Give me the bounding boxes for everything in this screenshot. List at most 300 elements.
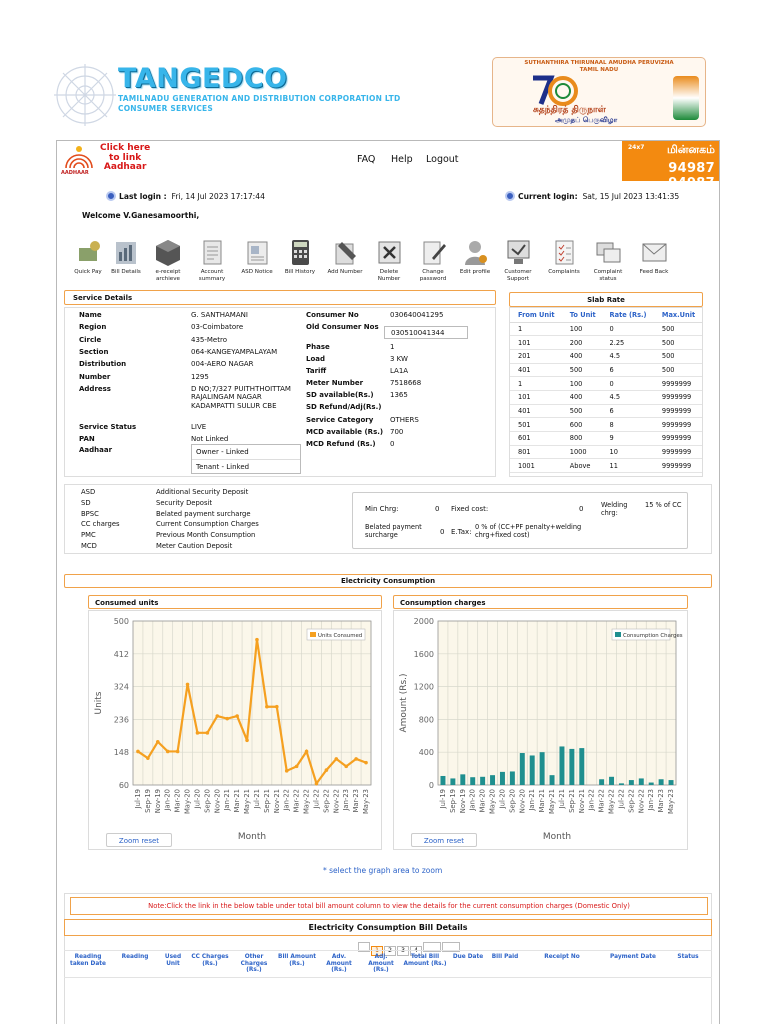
- service-row-value: 03-Coimbatore: [191, 323, 244, 332]
- status-windows-icon: [595, 238, 622, 267]
- y-tick-label: 324: [113, 682, 129, 692]
- x-tick-label: Jan-21: [223, 789, 232, 811]
- slab-rate-panel: [509, 307, 703, 477]
- min-chrg-value: 0: [435, 505, 440, 513]
- x-tick-label: Sep-22: [627, 789, 636, 813]
- data-bar[interactable]: [530, 755, 535, 785]
- data-point[interactable]: [295, 765, 299, 769]
- slab-row: [510, 390, 702, 404]
- abbreviation-row: [81, 541, 321, 552]
- menu-item[interactable]: [634, 238, 674, 276]
- data-point[interactable]: [325, 768, 329, 772]
- menu-item-label: Quick Pay: [74, 269, 102, 275]
- archive-box-icon: [155, 238, 182, 267]
- data-point[interactable]: [344, 765, 348, 769]
- slab-row: [510, 336, 702, 350]
- menu-item-label: ASD Notice: [241, 269, 273, 275]
- page-button[interactable]: 1: [371, 946, 383, 956]
- bill-column-header: Adj. Amount (Rs.): [368, 954, 394, 974]
- service-row-value: 030640041295: [390, 311, 444, 319]
- data-bar[interactable]: [520, 753, 525, 785]
- menu-item[interactable]: [588, 238, 628, 282]
- y-tick-label: 2000: [413, 617, 434, 626]
- slab-row: [510, 404, 702, 418]
- consumption-charges-chart[interactable]: [394, 611, 687, 849]
- slab-cell: 6: [602, 404, 654, 418]
- helpline-label: 24x7: [628, 144, 645, 151]
- x-tick-label: Jan-22: [587, 789, 596, 811]
- x-tick-label: May-23: [362, 789, 371, 815]
- jubilee-tamil-line1: சுதந்திரத் திருநாள்: [533, 105, 606, 115]
- current-login-label: Current login:: [518, 192, 578, 201]
- service-details-title: Service Details: [73, 294, 133, 302]
- bill-column-header: Status: [677, 954, 699, 960]
- menu-item-label: e-receipt archieve: [155, 269, 181, 282]
- x-tick-label: Nov-19: [458, 789, 467, 814]
- slab-cell: 801: [510, 445, 562, 459]
- clock-icon: [505, 191, 515, 201]
- service-row-label: Address: [79, 384, 111, 393]
- x-tick-label: Jul-19: [438, 789, 447, 809]
- x-tick-label: Jul-20: [498, 789, 507, 809]
- units-consumed-chart[interactable]: [89, 611, 381, 849]
- last-login: [106, 191, 265, 201]
- slab-cell: 600: [562, 418, 602, 432]
- aadhaar-divider: [192, 459, 300, 460]
- slab-cell: 200: [562, 336, 602, 350]
- service-row-label: SD Refund/Adj(Rs.): [306, 403, 382, 411]
- x-tick-label: Mar-23: [352, 789, 361, 813]
- brand-block: [118, 64, 400, 114]
- data-bar[interactable]: [470, 777, 475, 785]
- slab-cell: 9999999: [654, 418, 702, 432]
- service-row-label: Section: [79, 347, 109, 356]
- x-tick-label: Mar-23: [657, 789, 666, 813]
- jubilee-tamil-line2: அமுதப் பெருவிழா: [555, 116, 618, 124]
- menu-item[interactable]: [280, 238, 320, 276]
- abbreviation-description: Current Consumption Charges: [156, 520, 259, 529]
- slab-cell: 1: [510, 322, 562, 336]
- slab-cell: 9999999: [654, 390, 702, 404]
- slab-row: [510, 363, 702, 377]
- bill-note: Note:Click the link in the below table under total bill amount column to view the details for the current consumption charges (Domestic Only): [70, 897, 708, 915]
- data-point[interactable]: [196, 731, 200, 735]
- data-bar[interactable]: [460, 774, 465, 785]
- data-point[interactable]: [334, 757, 338, 761]
- service-row-label: Circle: [79, 335, 102, 344]
- x-tick-label: Sep-20: [203, 789, 212, 813]
- service-row-value: 1295: [191, 372, 209, 381]
- aadhaar-logo-text: AADHAAR: [61, 170, 89, 176]
- link-aadhaar-line2: to link: [109, 152, 142, 163]
- abbreviation-term: BPSC: [81, 509, 99, 518]
- menu-item[interactable]: [68, 238, 108, 276]
- data-bar[interactable]: [659, 779, 664, 785]
- menu-item[interactable]: [106, 238, 146, 276]
- slab-cell: 1000: [562, 445, 602, 459]
- x-tick-label: Sep-21: [262, 789, 271, 813]
- support-icon: [505, 238, 532, 267]
- helpline-tamil-title: மின்னகம்: [666, 143, 715, 156]
- x-tick-label: Mar-22: [597, 789, 606, 813]
- data-point[interactable]: [364, 761, 368, 765]
- menu-item[interactable]: [413, 238, 453, 282]
- service-row-value: 1: [390, 343, 395, 351]
- slab-cell: 501: [510, 418, 562, 432]
- x-tick-label: Jul-21: [252, 789, 261, 809]
- welcome-message: Welcome V.Ganesamoorthi,: [82, 211, 200, 220]
- slab-cell: 201: [510, 349, 562, 363]
- service-row-label: Meter Number: [306, 379, 364, 387]
- service-row-label: SD available(Rs.): [306, 391, 374, 399]
- abbreviation-term: PMC: [81, 531, 96, 540]
- x-tick-label: Jul-19: [133, 789, 142, 809]
- y-tick-label: 412: [113, 649, 129, 659]
- x-tick-label: May-20: [183, 789, 192, 815]
- x-tick-label: Nov-22: [637, 789, 646, 814]
- data-bar[interactable]: [490, 775, 495, 785]
- bill-table: [64, 953, 712, 975]
- slab-cell: 0: [602, 322, 654, 336]
- legend-swatch: [310, 632, 316, 637]
- abbreviation-row: [81, 487, 321, 498]
- aadhaar-status-box: [191, 444, 301, 474]
- x-tick-label: Sep-19: [143, 789, 152, 813]
- slab-cell: 10: [602, 445, 654, 459]
- service-row-label: Number: [79, 372, 111, 381]
- slab-cell: 500: [654, 336, 702, 350]
- x-tick-label: Jul-22: [312, 789, 321, 809]
- abbreviation-description: Previous Month Consumption: [156, 531, 256, 540]
- logout-link[interactable]: Logout: [426, 154, 459, 165]
- slab-cell: Above: [562, 459, 602, 473]
- units-chart-header: [88, 595, 382, 609]
- data-point[interactable]: [215, 714, 219, 718]
- bill-column-header: Used Unit: [164, 954, 182, 967]
- mail-icon: [641, 238, 668, 267]
- slab-cell: 500: [654, 322, 702, 336]
- welding-label: Welding chrg:: [601, 501, 628, 517]
- y-tick-label: 60: [118, 781, 129, 790]
- charges-zoom-reset-button[interactable]: Zoom reset: [411, 833, 477, 847]
- x-tick-label: Nov-22: [332, 789, 341, 814]
- data-bar[interactable]: [510, 771, 515, 785]
- slab-cell: 401: [510, 404, 562, 418]
- page-button[interactable]: 2: [384, 946, 396, 956]
- bill-column-header: Bill Amount (Rs.): [278, 954, 316, 967]
- data-bar[interactable]: [579, 748, 584, 785]
- menu-item[interactable]: [192, 238, 232, 282]
- charges-chart-frame: [393, 610, 688, 850]
- menu-item[interactable]: [325, 238, 365, 276]
- service-details-header: [64, 290, 496, 305]
- y-axis-label: Units: [94, 691, 104, 715]
- data-point[interactable]: [354, 757, 358, 761]
- slab-cell: 101: [510, 390, 562, 404]
- x-tick-label: Jan-23: [342, 789, 351, 811]
- slab-cell: 11: [602, 459, 654, 473]
- min-chrg-label: Min Chrg:: [365, 505, 399, 513]
- menu-item-label: Complaint status: [593, 269, 623, 282]
- slab-cell: 500: [654, 349, 702, 363]
- amudha-peruvizha-banner: [492, 57, 706, 127]
- slab-cell: 6: [602, 363, 654, 377]
- data-bar[interactable]: [669, 780, 674, 785]
- helpline-banner: [622, 141, 719, 191]
- service-row-label: Name: [79, 311, 102, 319]
- menu-item-label: Account summary: [198, 269, 226, 282]
- service-row-label: MCD Refund (Rs.): [306, 440, 376, 448]
- data-point[interactable]: [245, 738, 249, 742]
- pagination: [358, 937, 468, 954]
- data-point[interactable]: [275, 705, 279, 709]
- bill-column-header: CC Charges (Rs.): [191, 954, 229, 967]
- data-point[interactable]: [136, 750, 140, 754]
- welding-value: 15 % of CC: [645, 501, 682, 509]
- data-bar[interactable]: [440, 776, 445, 785]
- legend-label: Consumption Charges: [623, 633, 683, 639]
- faq-link[interactable]: FAQ: [357, 154, 376, 165]
- abbreviation-description: Additional Security Deposit: [156, 488, 249, 496]
- data-bar[interactable]: [540, 752, 545, 785]
- service-row-value: 435-Metro: [191, 335, 227, 344]
- abbreviation-description: Security Deposit: [156, 498, 213, 507]
- data-bar[interactable]: [559, 746, 564, 785]
- x-tick-label: May-20: [488, 789, 497, 815]
- service-row-value: 030510041344: [391, 329, 445, 337]
- service-row-label: Old Consumer Nos: [306, 323, 379, 331]
- abbreviation-term: ASD: [81, 488, 96, 496]
- x-axis-label: Month: [237, 832, 267, 842]
- slab-cell: 500: [562, 363, 602, 377]
- data-bar[interactable]: [550, 775, 555, 785]
- slab-row: [510, 432, 702, 446]
- y-tick-label: 0: [428, 781, 434, 790]
- page-button[interactable]: 4: [410, 946, 422, 956]
- old-consumer-box: [384, 326, 468, 339]
- slab-cell: 0: [602, 377, 654, 391]
- current-login: [505, 191, 679, 201]
- data-point[interactable]: [265, 705, 269, 709]
- slab-cell: 1001: [510, 459, 562, 473]
- bill-column-header: Due Date: [452, 954, 484, 960]
- slab-column-header: From Unit: [510, 308, 562, 322]
- slab-cell: 9999999: [654, 432, 702, 446]
- data-point[interactable]: [166, 750, 170, 754]
- belated-value: 0: [440, 528, 445, 536]
- bill-column-header: Receipt No: [544, 954, 580, 960]
- bill-column-header: Adv. Amount (Rs.): [326, 954, 352, 974]
- service-row-value: LIVE: [191, 422, 207, 431]
- x-axis-label: Month: [542, 832, 572, 842]
- brand-subtitle: TAMILNADU GENERATION AND DISTRIBUTION CORPORATION LTD: [118, 94, 401, 103]
- x-tick-label: Mar-20: [478, 789, 487, 813]
- menu-item-label: Customer Support: [504, 269, 532, 282]
- slab-row: [510, 418, 702, 432]
- slab-cell: 4.5: [602, 390, 654, 404]
- units-zoom-reset-button[interactable]: Zoom reset: [106, 833, 172, 847]
- help-link[interactable]: Help: [391, 154, 413, 165]
- x-tick-label: May-21: [243, 789, 252, 815]
- data-point[interactable]: [255, 638, 259, 642]
- service-row-label: Service Category: [306, 416, 374, 424]
- x-tick-label: Mar-21: [538, 789, 547, 813]
- last-login-value: Fri, 14 Jul 2023 17:17:44: [171, 192, 265, 201]
- menu-item[interactable]: [237, 238, 277, 276]
- link-aadhaar-link[interactable]: [100, 144, 150, 173]
- bill-details-title: Electricity Consumption Bill Details: [64, 919, 712, 936]
- data-bar[interactable]: [500, 772, 505, 785]
- x-tick-label: Sep-22: [322, 789, 331, 813]
- x-tick-label: Jan-20: [468, 789, 477, 811]
- bill-column-header: Reading: [121, 954, 149, 960]
- slab-cell: 401: [510, 363, 562, 377]
- brand-title: TANGEDCO: [118, 63, 288, 94]
- data-bar[interactable]: [639, 778, 644, 785]
- slab-cell: 1: [510, 377, 562, 391]
- data-point[interactable]: [315, 782, 319, 786]
- data-bar[interactable]: [649, 783, 654, 785]
- slab-cell: 400: [562, 349, 602, 363]
- slab-cell: 100: [562, 377, 602, 391]
- data-point[interactable]: [305, 750, 309, 754]
- data-point[interactable]: [176, 750, 180, 754]
- slab-row: [510, 445, 702, 459]
- service-row-value: D NO;7/327 PUITHTHOITTAM RAJALINGAM NAGAR KADAMPATTI SULUR CBE: [191, 384, 291, 410]
- charges-chart-header: [393, 595, 688, 609]
- slab-rate-title: Slab Rate: [587, 296, 625, 304]
- data-point[interactable]: [285, 769, 289, 773]
- data-bar[interactable]: [599, 779, 604, 785]
- abbreviation-row: [81, 519, 321, 530]
- charges-chart-title: Consumption charges: [400, 599, 486, 607]
- corporate-emblem-icon: [52, 62, 118, 128]
- y-tick-label: 500: [113, 617, 129, 626]
- x-tick-label: Jan-20: [163, 789, 172, 811]
- service-row-value: 700: [390, 428, 404, 436]
- data-point[interactable]: [235, 714, 239, 718]
- data-bar[interactable]: [609, 777, 614, 785]
- bill-details-icon: [113, 238, 140, 267]
- slab-cell: 2.25: [602, 336, 654, 350]
- bill-column-header: Total Bill Amount (Rs.): [403, 954, 447, 967]
- menu-item[interactable]: [455, 238, 495, 276]
- slab-column-header: Rate (Rs.): [602, 308, 654, 322]
- data-point[interactable]: [156, 740, 160, 744]
- service-row-value: Not Linked: [191, 435, 229, 444]
- page-button[interactable]: 3: [397, 946, 409, 956]
- data-bar[interactable]: [450, 778, 455, 785]
- data-point[interactable]: [206, 731, 210, 735]
- brand-service-label: CONSUMER SERVICES: [118, 104, 213, 113]
- slab-column-header: Max.Unit: [654, 308, 702, 322]
- slab-cell: 9999999: [654, 404, 702, 418]
- data-bar[interactable]: [619, 783, 624, 785]
- menu-item-label: Add Number: [327, 269, 363, 275]
- y-tick-label: 1200: [413, 682, 434, 692]
- x-tick-label: May-21: [548, 789, 557, 815]
- x-tick-label: Jul-21: [557, 789, 566, 809]
- x-tick-label: Jul-22: [617, 789, 626, 809]
- abbreviation-term: CC charges: [81, 520, 120, 529]
- x-tick-label: Jan-22: [282, 789, 291, 811]
- charges-box: [352, 492, 688, 549]
- menu-item-label: Edit profile: [459, 269, 491, 275]
- menu-item-label: Feed Back: [639, 269, 669, 275]
- service-row-value: 1365: [390, 391, 408, 399]
- slab-cell: 9999999: [654, 445, 702, 459]
- service-row-value: 7518668: [390, 379, 422, 387]
- menu-item[interactable]: [369, 238, 409, 282]
- fixed-cost-label: Fixed cost:: [451, 505, 489, 513]
- checklist-icon: [551, 238, 578, 267]
- service-row-label: Distribution: [79, 360, 127, 369]
- data-point[interactable]: [146, 756, 150, 760]
- x-tick-label: May-23: [667, 789, 676, 815]
- x-tick-label: Jan-23: [647, 789, 656, 811]
- link-aadhaar-line1: Click here: [100, 143, 151, 153]
- data-bar[interactable]: [480, 777, 485, 785]
- service-row-label: Phase: [306, 343, 330, 351]
- x-tick-label: Mar-21: [233, 789, 242, 813]
- slab-cell: 9999999: [654, 377, 702, 391]
- bill-column-header: Other Charges (Rs.): [240, 954, 268, 974]
- jubilee-state: TAMIL NADU: [579, 67, 619, 73]
- data-bar[interactable]: [629, 780, 634, 785]
- data-bar[interactable]: [569, 749, 574, 785]
- data-point[interactable]: [186, 683, 190, 687]
- menu-item-label: Complaints: [548, 269, 580, 275]
- slab-cell: 9999999: [654, 459, 702, 473]
- service-row-value: 004-AERO NAGAR: [191, 360, 254, 369]
- slab-cell: 500: [654, 363, 702, 377]
- last-login-label: Last login :: [119, 192, 167, 201]
- service-row-label: Tariff: [306, 367, 327, 375]
- service-row-value: LA1A: [390, 367, 409, 375]
- service-row-label: Region: [79, 323, 107, 332]
- slab-column-header: To Unit: [562, 308, 602, 322]
- slab-cell: 400: [562, 390, 602, 404]
- helpline-phone: 94987 94987: [668, 161, 715, 191]
- service-row-value: G. SANTHAMANI: [191, 311, 248, 319]
- abbreviation-row: [81, 498, 321, 509]
- x-tick-label: Sep-19: [448, 789, 457, 813]
- fixed-cost-value: 0: [579, 505, 584, 513]
- data-point[interactable]: [225, 717, 229, 721]
- clock-icon: [106, 191, 116, 201]
- slab-row: [510, 349, 702, 363]
- menu-item[interactable]: [148, 238, 188, 282]
- delete-icon: [376, 238, 403, 267]
- units-chart-title: Consumed units: [95, 599, 159, 607]
- x-tick-label: May-22: [302, 789, 311, 815]
- abbreviation-term: MCD: [81, 541, 97, 550]
- menu-item-label: Change password: [419, 269, 447, 282]
- edit-pen-icon: [420, 238, 447, 267]
- menu-item-label: Bill Details: [111, 269, 141, 275]
- x-tick-label: Nov-21: [272, 789, 281, 814]
- y-axis-label: Amount (Rs.): [399, 673, 409, 733]
- legend-swatch: [615, 632, 621, 637]
- jubilee-title: SUTHANTHIRA THIRUNAAL AMUDHA PERUVIZHA: [524, 60, 674, 66]
- menu-item[interactable]: [498, 238, 538, 282]
- calculator-icon: [287, 238, 314, 267]
- menu-item[interactable]: [544, 238, 584, 276]
- abbreviation-description: Belated payment surcharge: [156, 509, 251, 518]
- service-row-value: OTHERS: [390, 416, 419, 424]
- consumption-title: Electricity Consumption: [340, 577, 436, 585]
- x-tick-label: Mar-20: [173, 789, 182, 813]
